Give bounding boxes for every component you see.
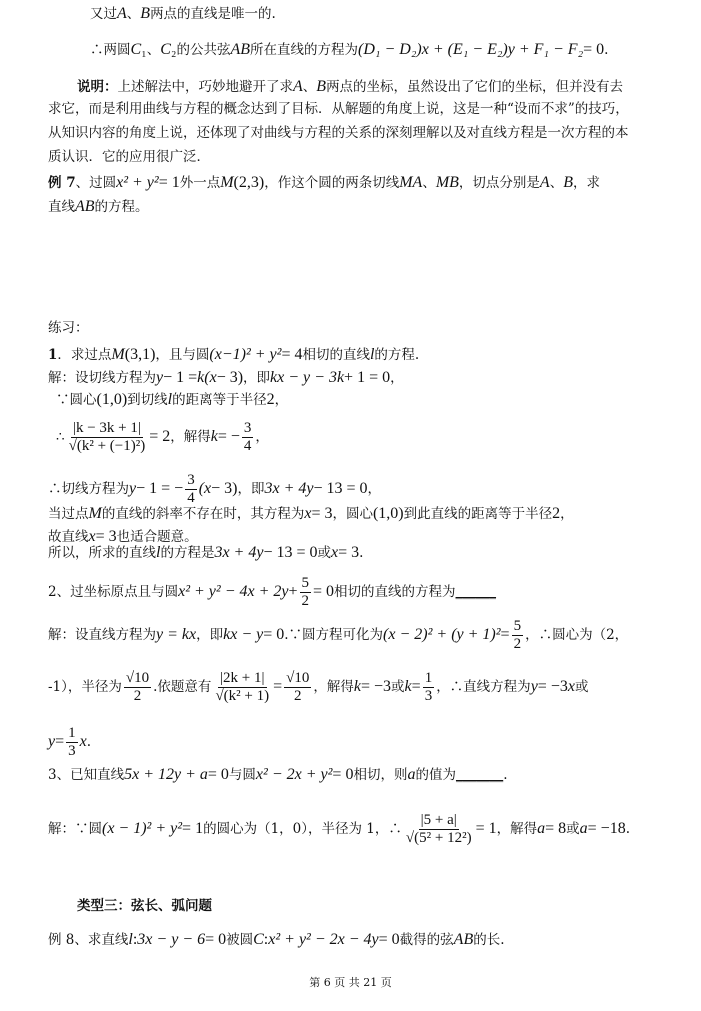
numerator: 5 — [512, 618, 524, 636]
text: 相切的直线的方程为 — [334, 583, 456, 600]
math-expression: (x − 1)² + y² — [102, 820, 183, 838]
math-expression: B — [316, 78, 327, 95]
text: 所在直线的方程为 — [250, 41, 359, 58]
math-expression: x² + y² — [116, 174, 159, 191]
answer-blank: _______ — [455, 766, 504, 783]
intro-line — [90, 4, 276, 25]
math-expression: x² + y² − 2x − 4y — [268, 931, 379, 948]
math-number: : — [132, 931, 138, 948]
text: 截得的弦 — [399, 931, 454, 948]
math-expression: a — [537, 820, 546, 838]
text: 的长. — [473, 931, 505, 948]
fraction — [300, 575, 312, 611]
text: 到此直线的距离等于半径 — [403, 505, 553, 522]
text: .依题意有 — [153, 678, 212, 695]
numerator: 3 — [242, 420, 254, 438]
text: 被圆 — [226, 931, 254, 948]
text: 的直线的斜率不存在时，其方程为 — [101, 505, 305, 522]
text: 的公共弦 — [176, 41, 231, 58]
fraction — [213, 670, 271, 706]
math-expression: AB — [75, 198, 95, 215]
math-expression: y — [48, 733, 56, 751]
fraction — [423, 670, 435, 706]
math-expression: x — [304, 505, 312, 522]
math-expression: x — [88, 528, 96, 545]
text: ∴ — [56, 428, 65, 445]
fraction — [404, 812, 474, 848]
math-number: = — [500, 626, 510, 644]
text: ，圆心 — [332, 505, 373, 522]
text: ，解得 — [313, 678, 354, 695]
text: 或 — [391, 678, 405, 695]
math-number: = 1 — [182, 820, 204, 838]
numerator: |2k + 1| — [218, 670, 266, 688]
text: 到切线 — [127, 391, 168, 408]
math-expression: x — [79, 733, 87, 751]
denominator: 3 — [68, 743, 76, 760]
text: 解：∵圆 — [48, 820, 102, 837]
denominator: √(k² + 1) — [215, 688, 270, 705]
text: 、 — [549, 174, 564, 191]
text: 、 — [422, 174, 436, 191]
denominator: 4 — [187, 490, 195, 507]
numerator: 1 — [66, 725, 78, 743]
bold-label: 类型三：弦长、弧问题 — [77, 898, 212, 914]
text: ，切点分别是 — [458, 174, 540, 191]
math-expression: a — [407, 766, 416, 783]
exercise-3-question — [48, 765, 508, 786]
text: 相切，则 — [353, 766, 408, 783]
math-number: = 0 — [332, 766, 354, 783]
denominator: 4 — [243, 438, 252, 455]
text: 的圆心为（1，0），半径为 1，∴ — [203, 820, 402, 837]
math-number: = 0 — [207, 766, 229, 783]
math-expression: k — [210, 428, 218, 446]
text: 或 — [317, 544, 331, 561]
math-number: = 2 — [149, 428, 171, 446]
math-expression: 3x − y − 6 — [137, 931, 206, 948]
text: 又过 — [90, 5, 117, 22]
numerator: √10 — [284, 670, 311, 688]
math-expression: l — [167, 391, 173, 408]
fraction — [66, 725, 78, 761]
math-number: = 1 — [475, 820, 497, 838]
exercise-1-vertical-case — [48, 504, 574, 525]
text: ， — [274, 391, 289, 408]
exercise-1-solution — [48, 368, 404, 389]
math-expression: l — [369, 346, 375, 363]
text: 上述解法中，巧妙地避开了求 — [117, 78, 293, 95]
text: ，解得 — [170, 428, 211, 445]
text: 的距离等于半径 — [172, 391, 267, 408]
text: 、 — [302, 78, 317, 95]
math-number: = 0 — [205, 931, 227, 948]
fraction — [284, 670, 311, 706]
math-number: + — [288, 583, 298, 601]
math-number: = 4 — [281, 346, 303, 363]
text: 的方程。 — [94, 198, 149, 215]
exercise-1-distance — [56, 420, 269, 456]
math-expression: A — [117, 5, 127, 22]
bold-label: 1 — [48, 346, 58, 363]
numerator: 3 — [185, 472, 197, 490]
text: . — [604, 41, 609, 58]
math-number: = −3 — [361, 678, 392, 696]
math-expression: (x−1)² + y² — [209, 346, 282, 363]
math-expression: C — [253, 931, 264, 948]
math-expression: C — [160, 41, 171, 58]
text: 或 — [566, 820, 580, 837]
math-expression: y — [129, 480, 137, 498]
text: . — [359, 544, 364, 561]
bold-label: 例 7 — [48, 174, 76, 191]
example-7-line-1 — [48, 173, 600, 194]
math-expression: 5x + 12y + a — [124, 766, 208, 783]
math-number: ₁ — [141, 41, 147, 58]
math-number: + 1 = 0 — [344, 369, 391, 386]
numerator: 5 — [300, 575, 312, 593]
math-expression: (D₁ − D₂)x + (E₁ − E₂)y + F₁ − F₂ — [358, 41, 584, 58]
math-number: = 8 — [545, 820, 567, 838]
math-number: 2 — [266, 391, 275, 408]
math-expression: A — [539, 174, 550, 191]
common-chord-equation — [90, 40, 608, 61]
text: ， — [367, 480, 382, 497]
note-line-2 — [48, 101, 629, 119]
math-number: = — [411, 678, 421, 696]
text: ，且与圆 — [155, 346, 210, 363]
exercise-1-tangent — [48, 472, 381, 508]
bold-label: 说明： — [77, 78, 118, 95]
math-number: = — [55, 733, 65, 751]
denominator: 2 — [301, 593, 310, 610]
math-expression: y = kx — [156, 626, 197, 644]
math-expression: (x − 2)² + (y + 1)² — [383, 626, 501, 644]
math-expression: 3x + 4y — [214, 544, 264, 561]
math-expression: A — [293, 78, 303, 95]
math-expression: kx − y — [223, 626, 264, 644]
answer-blank: ______ — [455, 583, 497, 600]
text: ，∴直线方程为 — [436, 678, 531, 695]
text: ， — [390, 369, 404, 386]
text: 、 — [126, 5, 141, 22]
math-expression: MB — [435, 174, 459, 191]
example-7-line-2 — [48, 197, 149, 218]
text: 当过点 — [48, 505, 89, 522]
text: 或 — [574, 678, 589, 695]
text: ，∴圆心为（2， — [525, 626, 629, 643]
math-expression: 3x + 4y — [264, 480, 314, 498]
math-number: (1,0) — [96, 391, 128, 408]
math-expression: AB — [453, 931, 474, 948]
numerator: |k − 3k + 1| — [71, 420, 143, 438]
math-expression: M — [88, 505, 102, 522]
exercise-heading — [48, 320, 89, 338]
denominator: √(5² + 12²) — [405, 830, 472, 847]
math-number: = 3 — [311, 505, 333, 522]
text: 相切的直线 — [302, 346, 370, 363]
math-number: = −18 — [587, 820, 626, 838]
text: ，即 — [196, 626, 224, 643]
math-number: (2,3) — [233, 174, 265, 191]
math-number: ₂ — [170, 41, 177, 58]
fraction — [242, 420, 254, 456]
text: 的方程. — [374, 346, 420, 363]
text: 直线 — [48, 198, 75, 215]
note-line-1 — [77, 77, 623, 98]
math-number: (3,1) — [124, 346, 156, 363]
text: ， — [560, 505, 574, 522]
note-line-4 — [48, 149, 210, 167]
text: 、过圆 — [75, 174, 117, 191]
math-expression: (x — [198, 480, 212, 498]
math-number: = — [273, 678, 283, 696]
text: . — [625, 820, 630, 837]
exercise-2-radius — [48, 670, 588, 706]
math-expression: k — [404, 678, 412, 696]
text: . — [503, 766, 508, 783]
text: ，作这个圆的两条切线 — [264, 174, 400, 191]
math-number: = −3 — [537, 678, 568, 696]
text: ∴切线方程为 — [48, 480, 129, 497]
math-number: : — [263, 931, 269, 948]
math-number: − 1 = − — [136, 480, 184, 498]
math-expression: y — [156, 369, 164, 386]
text: 求它，而是利用曲线与方程的概念达到了目标．从解题的角度上说，这是一种“设而不求”的技巧， — [48, 101, 629, 117]
math-number: = 0 — [583, 41, 605, 58]
exercise-2-answer — [48, 725, 91, 761]
math-number: 2 — [552, 505, 561, 522]
math-expression: k(x — [197, 369, 217, 386]
text: . — [86, 733, 92, 750]
fraction — [512, 618, 524, 654]
text: 质认识．它的应用很广泛． — [48, 149, 210, 165]
type-3-heading — [77, 898, 212, 916]
exercise-1-question — [48, 345, 419, 366]
math-number: (1,0) — [372, 505, 404, 522]
math-number: = − — [217, 428, 240, 446]
text: 从知识内容的角度上说，还体现了对曲线与方程的关系的深刻理解以及对直线方程是一次方程的本 — [48, 125, 629, 141]
math-expression: C — [130, 41, 142, 58]
example-8-question — [48, 930, 505, 951]
text: ∴两圆 — [90, 41, 131, 58]
math-expression: x² − 2x + y² — [255, 766, 333, 783]
text: ，求 — [572, 174, 600, 191]
page-footer: 第 6 页 共 21 页 — [309, 976, 392, 989]
text: ， — [255, 428, 269, 445]
text: .∵圆方程可化为 — [284, 626, 384, 643]
math-number: = 1 — [158, 174, 180, 191]
math-number: − 3) — [216, 369, 244, 386]
math-expression: l — [156, 544, 161, 561]
exercise-1-step — [56, 390, 288, 411]
text: 所以，所求的直线 — [48, 544, 156, 561]
text: 与圆 — [228, 766, 256, 783]
numerator: |5 + a| — [419, 812, 459, 830]
text: 解：设直线方程为 — [48, 626, 156, 643]
math-number: = 3 — [338, 544, 360, 561]
fraction — [185, 472, 197, 508]
text: 例 8、求直线 — [48, 931, 129, 948]
math-number: − 13 = 0 — [263, 544, 318, 561]
text: ∵圆心 — [56, 391, 97, 408]
math-number: − 1 = — [163, 369, 198, 386]
text: 两点的坐标，虽然设出了它们的坐标，但并没有去 — [326, 78, 624, 95]
math-expression: B — [140, 5, 151, 22]
text: ，即 — [243, 369, 271, 386]
text: 解：设切线方程为 — [48, 369, 156, 386]
denominator: 2 — [133, 688, 142, 705]
text: 的方程是 — [160, 544, 215, 561]
math-number: = 0 — [263, 626, 285, 644]
denominator: 3 — [424, 688, 433, 705]
math-expression: k — [353, 678, 361, 696]
denominator: 2 — [513, 636, 522, 653]
text: 3、已知直线 — [48, 766, 125, 783]
math-expression: y — [530, 678, 538, 696]
math-number: − 3) — [211, 480, 238, 498]
fraction — [67, 420, 148, 456]
math-expression: a — [579, 820, 588, 838]
exercise-2-question — [48, 575, 496, 611]
math-expression: x — [331, 544, 339, 561]
text: 故直线 — [48, 528, 89, 545]
fraction — [124, 670, 151, 706]
text: ，即 — [237, 480, 265, 497]
denominator: 2 — [294, 688, 302, 705]
math-number: − 13 = 0 — [313, 480, 368, 498]
text: 2、过坐标原点且与圆 — [48, 583, 179, 600]
math-number: = 0 — [378, 931, 400, 948]
math-expression: x — [567, 678, 575, 696]
math-expression: AB — [230, 41, 251, 58]
math-expression: M — [220, 174, 234, 191]
denominator: √(k² + (−1)²) — [68, 438, 146, 455]
text: ，解得 — [496, 820, 538, 837]
text: ．求过点 — [57, 346, 112, 363]
text: 的值为 — [415, 766, 456, 783]
math-expression: M — [111, 346, 125, 363]
note-line-3 — [48, 125, 629, 143]
exercise-2-solution — [48, 618, 628, 654]
math-expression: B — [563, 174, 573, 191]
text: 也适合题意。 — [116, 528, 198, 545]
math-number: = 3 — [95, 528, 117, 545]
math-expression: x² + y² − 4x + 2y — [178, 583, 289, 601]
math-expression: l — [128, 931, 133, 948]
text: 、 — [146, 41, 161, 58]
text: 外一点 — [179, 174, 221, 191]
numerator: √10 — [124, 670, 151, 688]
math-number: = 0 — [313, 583, 335, 601]
math-expression: kx − y − 3k — [270, 369, 345, 386]
text: 两点的直线是唯一的. — [150, 5, 276, 22]
exercise-3-solution — [48, 812, 630, 848]
text: 练习： — [48, 320, 89, 336]
math-expression: MA — [399, 174, 423, 191]
text: -1），半径为 — [48, 678, 122, 695]
exercise-1-answer — [48, 543, 363, 564]
numerator: 1 — [423, 670, 435, 688]
